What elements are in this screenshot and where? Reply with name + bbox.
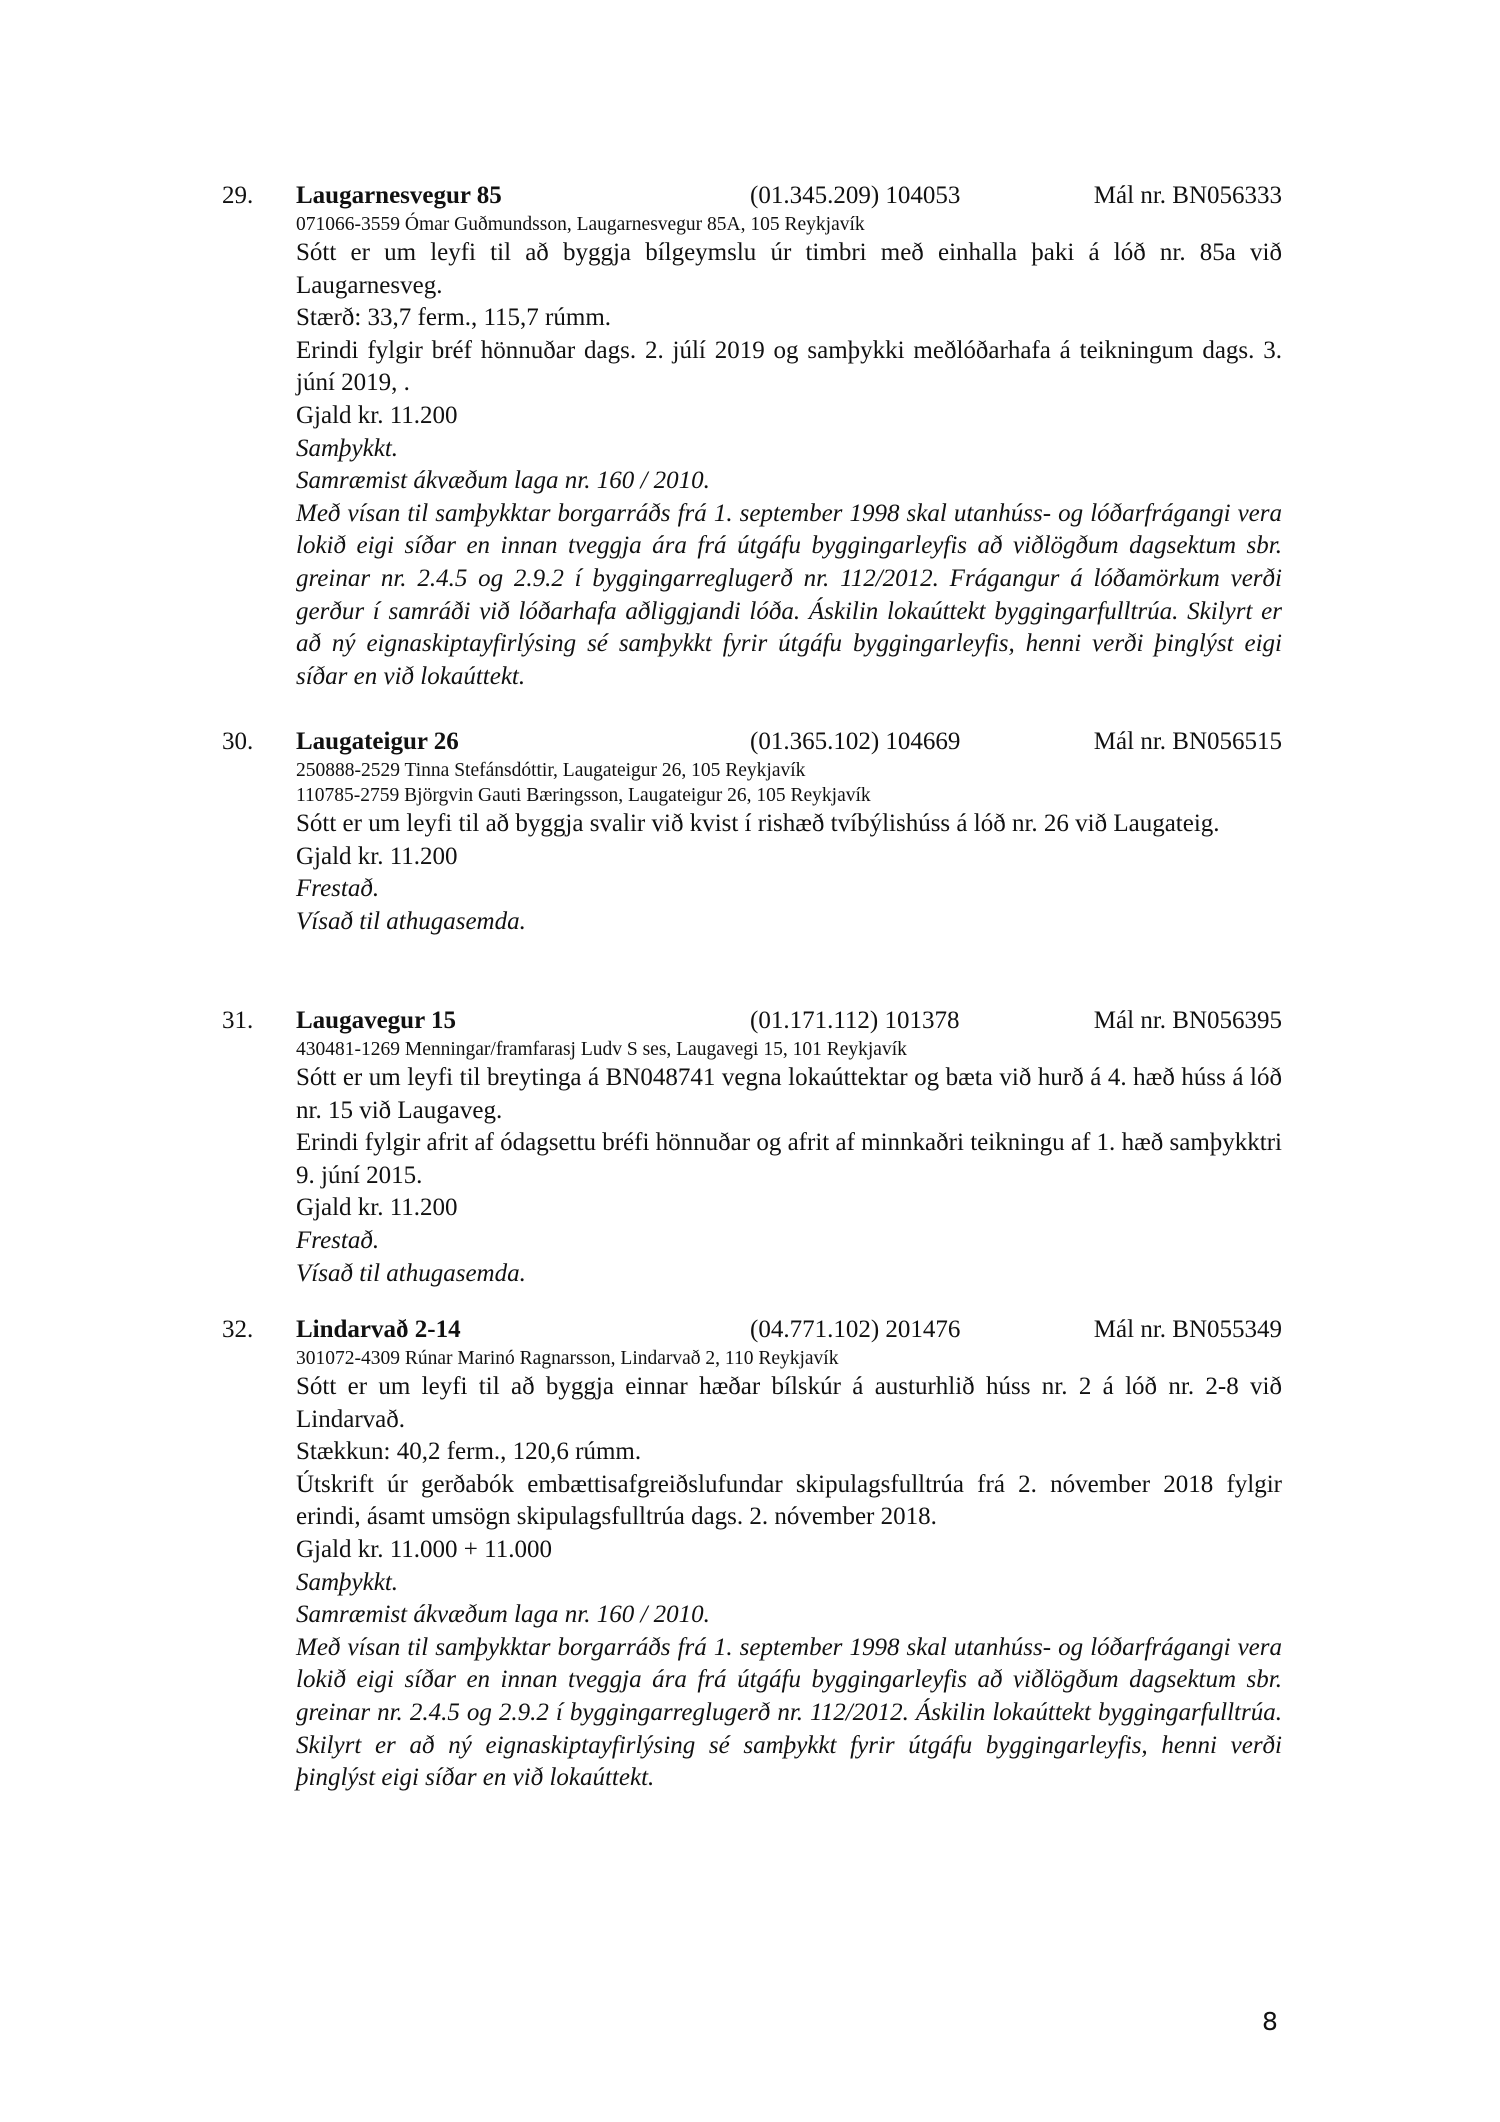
case-item <box>222 726 1282 938</box>
decision-line: Vísað til athugasemda. <box>296 907 526 935</box>
case-address: Laugavegur 15 <box>296 1007 456 1034</box>
case-address: Lindarvað 2-14 <box>296 1316 461 1343</box>
decision-line: Með vísan til samþykktar borgarráðs frá 1. september 1998 skal utanhúss- og lóðarfrágangi vera lokið eigi síðar en innan tveggja ára frá útgáfu byggingarleyfis að viðlögðum dagsektum sbr. greinar nr. 2.4.5 og 2.9.2 í byggingarreglugerð nr. 112/2012. Áskilin lokaúttekt byggingarfulltrúa. Skilyrt er að ný eignaskiptayfirlýsing sé samþykkt fyrir útgáfu byggingarleyfis, henni verði þinglýst eigi síðar en við lokaúttekt. <box>296 1633 1282 1792</box>
case-number: 32. <box>222 1316 254 1343</box>
case-number: 30. <box>222 728 254 755</box>
case-item <box>222 180 1282 693</box>
case-header <box>222 726 1282 758</box>
case-paragraph: Gjald kr. 11.200 <box>296 1194 458 1222</box>
case-reference: Mál nr. BN056333 <box>1093 182 1282 209</box>
case-body <box>296 758 1282 938</box>
case-paragraph: Erindi fylgir afrit af ódagsettu bréfi hönnuðar og afrit af minnkaðri teikningu af 1. hæð samþykktri 9. júní 2015. <box>296 1129 1282 1189</box>
case-paragraph: Stærð: 33,7 ferm., 115,7 rúmm. <box>296 304 612 332</box>
applicant-line: 301072-4309 Rúnar Marinó Ragnarsson, Lindarvað 2, 110 Reykjavík <box>296 1348 839 1369</box>
case-header <box>222 180 1282 212</box>
case-address: Laugateigur 26 <box>296 728 459 755</box>
property-code: (01.345.209) 104053 <box>750 182 961 209</box>
decision-line: Samræmist ákvæðum laga nr. 160 / 2010. <box>296 1601 710 1629</box>
case-paragraph: Sótt er um leyfi til að byggja bílgeymslu úr timbri með einhalla þaki á lóð nr. 85a við Laugarnesveg. <box>296 239 1282 299</box>
case-header <box>222 1005 1282 1037</box>
case-paragraph: Sótt er um leyfi til breytinga á BN048741 vegna lokaúttektar og bæta við hurð á 4. hæð húss á lóð nr. 15 við Laugaveg. <box>296 1064 1282 1124</box>
decision-line: Frestað. <box>296 1226 380 1254</box>
case-paragraph: Gjald kr. 11.000 + 11.000 <box>296 1535 552 1563</box>
applicant-line: 071066-3559 Ómar Guðmundsson, Laugarnesvegur 85A, 105 Reykjavík <box>296 214 865 235</box>
case-body <box>296 212 1282 693</box>
case-paragraph: Útskrift úr gerðabók embættisafgreiðslufundar skipulagsfulltrúa frá 2. nóvember 2018 fylgir erindi, ásamt umsögn skipulagsfulltrúa dags. 2. nóvember 2018. <box>296 1470 1282 1531</box>
case-reference: Mál nr. BN055349 <box>1093 1316 1282 1343</box>
applicant-line: 250888-2529 Tinna Stefánsdóttir, Laugateigur 26, 105 Reykjavík <box>296 760 806 781</box>
case-reference: Mál nr. BN056515 <box>1093 728 1282 755</box>
decision-line: Vísað til athugasemda. <box>296 1259 526 1287</box>
case-paragraph: Erindi fylgir bréf hönnuðar dags. 2. júlí 2019 og samþykki meðlóðarhafa á teikningum dags. 3. júní 2019, . <box>296 336 1282 397</box>
applicant-line: 430481-1269 Menningar/framfarasj Ludv S ses, Laugavegi 15, 101 Reykjavík <box>296 1039 907 1060</box>
case-paragraph: Gjald kr. 11.200 <box>296 842 458 870</box>
page-number: 8 <box>1262 2007 1278 2036</box>
case-item <box>222 1314 1282 1795</box>
property-code: (01.171.112) 101378 <box>750 1007 960 1034</box>
decision-line: Samþykkt. <box>296 434 399 462</box>
case-paragraph: Stækkun: 40,2 ferm., 120,6 rúmm. <box>296 1438 642 1466</box>
decision-line: Samræmist ákvæðum laga nr. 160 / 2010. <box>296 467 710 495</box>
case-number: 29. <box>222 182 254 209</box>
decision-line: Frestað. <box>296 875 380 903</box>
case-body <box>296 1037 1282 1290</box>
decision-line: Samþykkt. <box>296 1568 399 1596</box>
applicant-line: 110785-2759 Björgvin Gauti Bæringsson, Laugateigur 26, 105 Reykjavík <box>296 785 871 806</box>
case-number: 31. <box>222 1007 254 1034</box>
case-header <box>222 1314 1282 1346</box>
property-code: (04.771.102) 201476 <box>750 1316 961 1343</box>
decision-line: Með vísan til samþykktar borgarráðs frá 1. september 1998 skal utanhúss- og lóðarfrágangi vera lokið eigi síðar en innan tveggja ára frá útgáfu byggingarleyfis að viðlögðum dagsektum sbr. greinar nr. 2.4.5 og 2.9.2 í byggingarreglugerð nr. 112/2012. Frágangur á lóðamörkum verði gerður í samráði við lóðarhafa aðliggjandi lóða. Áskilin lokaúttekt byggingarfulltrúa. Skilyrt er að ný eignaskiptayfirlýsing sé samþykkt fyrir útgáfu byggingarleyfis, henni verði þinglýst eigi síðar en við lokaúttekt. <box>296 499 1282 690</box>
case-paragraph: Sótt er um leyfi til að byggja svalir við kvist í rishæð tvíbýlishúss á lóð nr. 26 við Laugateig. <box>296 810 1220 837</box>
case-item <box>222 1005 1282 1290</box>
case-body <box>296 1346 1282 1795</box>
case-paragraph: Sótt er um leyfi til að byggja einnar hæðar bílskúr á austurhlið húss nr. 2 á lóð nr. 2-8 við Lindarvað. <box>296 1373 1282 1433</box>
property-code: (01.365.102) 104669 <box>750 728 961 755</box>
case-reference: Mál nr. BN056395 <box>1093 1007 1282 1034</box>
case-paragraph: Gjald kr. 11.200 <box>296 401 458 429</box>
case-address: Laugarnesvegur 85 <box>296 182 502 209</box>
